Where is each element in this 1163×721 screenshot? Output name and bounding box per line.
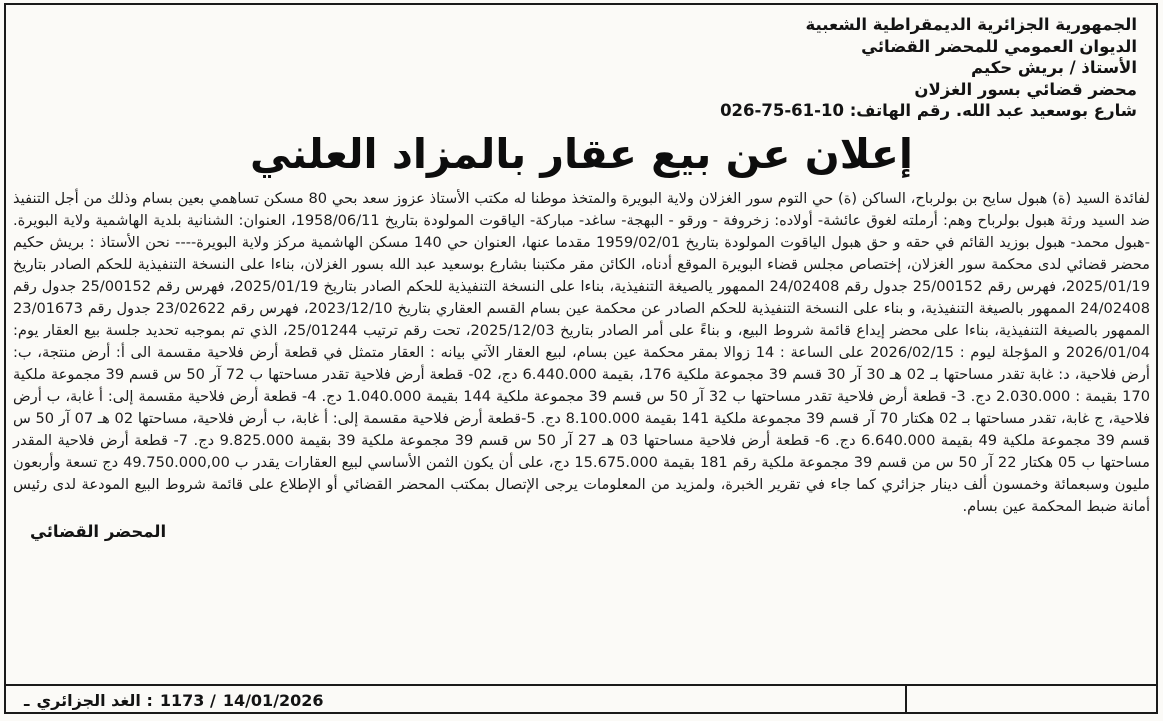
bailiff-signature: المحضر القضائي [30,521,167,541]
header-bailiff-name-line: الأستاذ / بريش حكيم [971,58,1137,77]
header-office-line: الديوان العمومي للمحضر القضائي [861,36,1137,56]
issue-number: 1173 / [159,691,216,710]
footer-dash: ـ [24,691,30,710]
publication-date: 14/01/2026 [222,691,324,710]
phone-number: 026-75-61-10 [720,101,844,120]
publication-footer [24,691,324,710]
newspaper-name: الغد الجزائري : [36,691,153,710]
footer-divider-rule [4,684,1158,686]
column-divider-tick [905,684,907,714]
notice-header [0,0,1163,122]
header-address-label: شارع بوسعيد عبد الله. رقم الهاتف: [849,101,1137,120]
header-bailiff-title-line: محضر قضائي بسور الغزلان [914,79,1137,99]
header-address-phone-line [26,100,1137,122]
notice-title: إعلان عن بيع عقار بالمزاد العلني [250,129,913,178]
notice-body-paragraph: لفائدة السيد (ة) هبول سايح بن بولرباح، الساكن (ة) حي التوم سور الغزلان ولاية البويرة والمتخذ موطنا له مكتب الأستاذ عزوز سعد بحي 80 مسكن تساهمي بعين بسام وذلك من أجل التنفيذ ضد السيد ورثة هبول بولرباح وهم: أرملته لغوق عائشة- أولاده: زخروفة - ورقو - البهجة- ساغد- مباركة- الياقوت المولودة بتاريخ 1958/06/11، العنوان: الشنانية بلدية الهاشمية ولاية البويرة. -هبول محمد- هبول بوزيد القائم في حقه و حق هبول الياقوت المولودة بتاريخ 1959/02/01 مقدما عنها، العنوان حي 140 مسكن الهاشمية مركز ولاية البويرة---- نحن الأستاذ : بريش حكيم محضر قضائي لدى محكمة سور الغزلان، إختصاص مجلس قضاء البويرة الموقع أدناه، الكائن مقر مكتبنا بشارع بوسعيد عبد الله بسور الغزلان، بناءا على النسخة التنفيذية للحكم الصادر بتاريخ 2025/01/19، فهرس رقم 25/00152 جدول رقم 24/02408 الممهور يالصيغة التنفيذية، بناءا على النسخة التنفيذية للحكم الصادر بتاريخ 2025/01/19، فهرس رقم 25/00152 جدول رقم 24/02408 الممهور بالصيغة التنفيذية، و بناء على النسخة التنفيذية للحكم الصادر عن محكمة عين بسام القسم العقاري بتاريخ 2023/12/10، فهرس رقم 23/02622 جدول رقم 23/01673 الممهور بالصيغة التنفيذية، بناءا على محضر إيداع قائمة شروط البيع، و بناءً على أمر الصادر بتاريخ 2025/12/03، تحت رقم ترتيب 25/01244، الذي تم بموجبه تحديد جلسة بيع العقار يوم: 2026/01/04 و المؤجلة ليوم : 2026/02/15 على الساعة : 14 زوالا بمقر محكمة عين بسام، لبيع العقار الآتي بيانه : العقار متمثل في قطعة أرض فلاحية مقسمة الى أ: أرض منتجة، ب: أرض فلاحية، د: غابة تقدر مساحتها بـ 02 هـ 30 آر 30 قسم 39 مجموعة ملكية 176، بقيمة 6.440.000 دج، 02- قطعة أرض فلاحية تقدر مساحتها ب 72 آر 50 س قسم 39 مجموعة ملكية 170 بقيمة : 2.030.000 دج. 3- قطعة أرض فلاحية تقدر مساحتها ب 32 آر 50 س قسم 39 مجموعة ملكية 144 بقيمة 1.040.000 دج. 4- قطعة أرض فلاحية مقسمة إلى: أ غابة، ب أرض فلاحية، ج غابة، تقدر مساحتها بـ 02 هكتار 70 آر قسم 39 مجموعة ملكية 141 بقيمة 8.100.000 دج. 5-قطعة أرض فلاحية مقسمة إلى: أ غابة، ب أرض فلاحية، مساحتها 02 هـ 07 آر 50 س قسم 39 مجموعة ملكية 49 بقيمة 6.640.000 دج. 6- قطعة أرض فلاحية مساحتها 03 هـ 27 آر 50 س قسم 39 مجموعة ملكية 39 بقيمة 9.825.000 دج. 7- قطعة أرض فلاحية المقدر مساحتها ب 05 هكتار 22 آر 50 س من قسم 39 مجموعة ملكية رقم 181 بقيمة 15.675.000 دج، على أن يكون الثمن الأساسي لبيع العقارات يقدر ب 49.750.000,00 دج تسعة وأربعون مليون وسبعمائة وخمسون ألف دينار جزائري كما جاء في تقرير الخبرة، ولمزيد من المعلومات يرجى الإتصال بمكتب المحضر القضائي أو الإطلاع على قائمة شروط البيع المودعة لدى رئيس أمانة ضبط المحكمة عين بسام. [13,189,1151,515]
header-republic-line: الجمهورية الجزائرية الديمقراطية الشعبية [805,15,1137,34]
